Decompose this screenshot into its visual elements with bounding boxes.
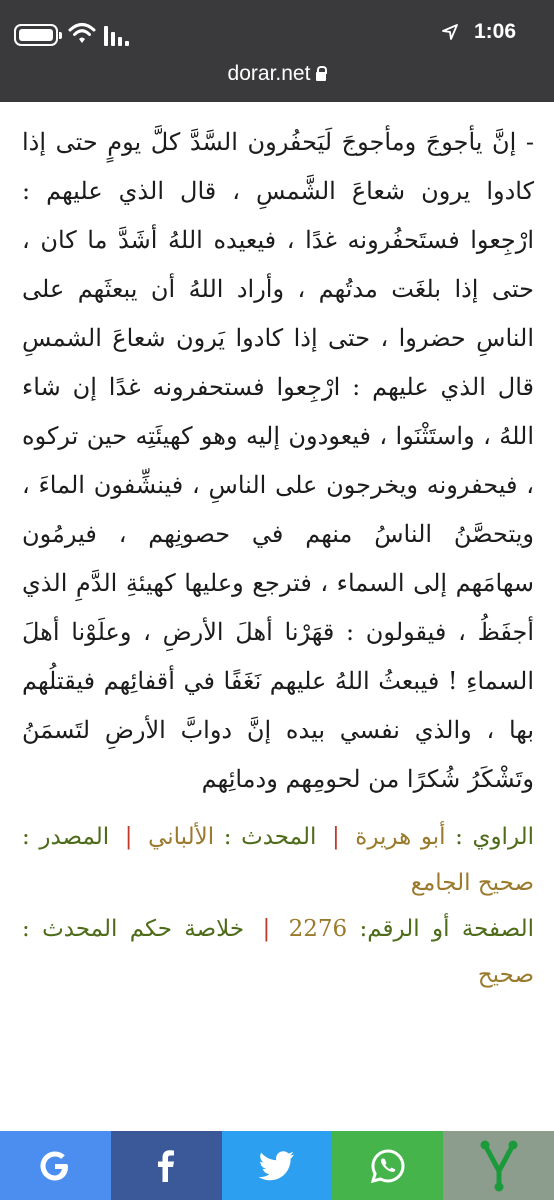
page-label: الصفحة أو الرقم:: [359, 916, 535, 942]
ruling-label: خلاصة حكم المحدث :: [22, 916, 245, 942]
url-domain[interactable]: dorar.net: [227, 62, 311, 85]
hadith-metadata: [22, 814, 534, 998]
lock-icon: [316, 72, 326, 81]
narrator-label: الراوي :: [455, 824, 535, 850]
share-google-button[interactable]: [0, 1131, 111, 1200]
location-arrow-icon: [442, 24, 458, 40]
scholar-value[interactable]: الألباني: [148, 824, 215, 850]
status-time: 1:06: [473, 20, 516, 43]
scholar-label: المحدث :: [223, 824, 317, 850]
ruling-value: صحيح: [477, 962, 534, 988]
hadith-text: - إنَّ يأجوجَ ومأجوجَ لَيَحفُرون السَّدَّ كلَّ يومٍ حتى إذا كادوا يرون شعاعَ الشَّمسِ ، قال الذي عليهم : ارْجِعوا فستَحفُرونه غدًا ، فيعيده اللهُ أشَدَّ ما كان ، حتى إذا بلغَت مدتُهم ، وأراد اللهُ أن يبعثَهم على الناسِ حضروا ، حتى إذا كادوا يَرون شعاعَ الشمسِ قال الذي عليهم : ارْجِعوا فستحفرونه غدًا إن شاء اللهُ ، واستَثْنَوا ، فيعودون إليه وهو كهيئَتِه حين تركوه ، فيحفرونه ويخرجون على الناسِ ، فينشِّفون الماءَ ، ويتحصَّنُ الناسُ منهم في حصونِهم ، فيرمُون سهامَهم إلى السماء ، فترجع وعليها كهيئةِ الدَّمِ الذي أجفَظُ ، فيقولون : قهَرْنا أهلَ الأرضِ ، وعلَوْنا أهلَ السماءِ ! فيبعثُ اللهُ عليهم نَغَفًا في أقفائِهم فيقتلُهم بها ، والذي نفسي بيده إنَّ دوابَّ الأرضِ لتَسمَنُ وتَشْكَرُ شُكرًا من لحومِهم ودمائِهم: [22, 128, 534, 793]
battery-icon: [14, 24, 58, 46]
separator: |: [262, 916, 271, 942]
source-value[interactable]: صحيح الجامع: [410, 870, 534, 896]
separator: |: [331, 824, 340, 850]
share-twitter-button[interactable]: [222, 1131, 333, 1200]
hadith-card: [22, 118, 534, 998]
page-value: 2276: [288, 916, 348, 942]
google-icon: [37, 1148, 73, 1184]
url-bar[interactable]: [0, 62, 554, 96]
whatsapp-icon: [370, 1148, 406, 1184]
share-dorar-button[interactable]: [443, 1131, 554, 1200]
twitter-icon: [259, 1151, 295, 1181]
dorar-icon: [477, 1139, 521, 1193]
status-bar: [0, 0, 554, 56]
source-label: المصدر :: [22, 824, 110, 850]
share-whatsapp-button[interactable]: [332, 1131, 443, 1200]
wifi-icon: [68, 20, 96, 46]
facebook-icon: [151, 1148, 181, 1184]
cellular-signal-icon: [104, 24, 130, 46]
share-bar: [0, 1131, 554, 1200]
browser-top-bar: [0, 0, 554, 102]
narrator-value[interactable]: أبو هريرة: [355, 824, 446, 850]
separator: |: [124, 824, 133, 850]
share-facebook-button[interactable]: [111, 1131, 222, 1200]
